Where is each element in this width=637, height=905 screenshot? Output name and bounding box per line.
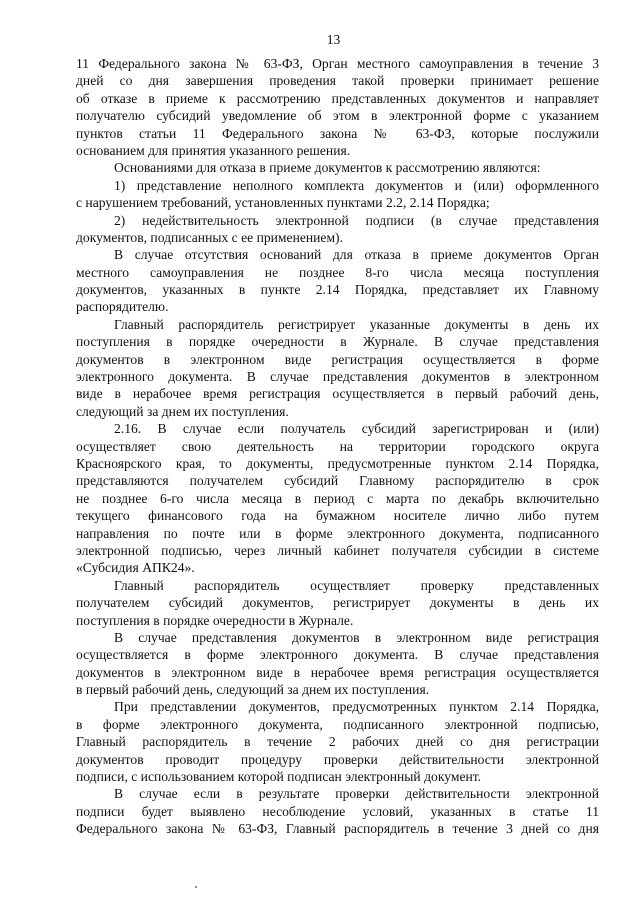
paragraph-line: получателем субсидий документов, регистрирует документы в день их bbox=[76, 595, 599, 611]
paragraph-line: представляются получателем субсидий Главному распорядителю в срок bbox=[76, 473, 599, 489]
paragraph-line: Федерального закона № 63-ФЗ, Главный распорядитель в течение 3 дней со дня bbox=[76, 821, 599, 837]
paragraph-line: При представлении документов, предусмотренных пунктом 2.14 Порядка, bbox=[114, 699, 599, 715]
paragraph-line: 2.16. В случае если получатель субсидий зарегистрирован и (или) bbox=[114, 421, 599, 437]
paragraph-line: подписи будет выявлено несоблюдение условий, указанных в статье 11 bbox=[76, 803, 599, 819]
paragraph-line: 2) недействительность электронной подписи (в случае представления bbox=[114, 212, 599, 228]
paragraph-line: Главный распорядитель регистрирует указанные документы в день их bbox=[114, 316, 599, 332]
paragraph-line: следующий за днем их поступления. bbox=[76, 403, 289, 419]
paragraph-line: поступления в порядке очередности в Журнале. В случае представления bbox=[76, 334, 599, 350]
paragraph-line: Красноярского края, то документы, предусмотренные пунктом 2.14 Порядка, bbox=[76, 455, 599, 471]
paragraph-line: виде в нерабочее время регистрация осуществляется в первый рабочий день, bbox=[76, 386, 599, 402]
paragraph-line: документов, указанных в пункте 2.14 Порядка, представляет их Главному bbox=[76, 282, 599, 298]
document-body bbox=[76, 55, 599, 838]
paragraph-line: получателю субсидий уведомление об этом в электронной форме с указанием bbox=[76, 108, 599, 124]
paragraph-line: распорядителю. bbox=[76, 299, 169, 315]
paragraph-line: документов проводит процедуру проверки действительности электронной bbox=[76, 751, 599, 767]
paragraph-line: документов в электронном виде в нерабочее время регистрация осуществляется bbox=[76, 664, 599, 680]
paragraph-line: местного самоуправления не позднее 8-го числа месяца поступления bbox=[76, 264, 599, 280]
paragraph-line: «Субсидия АПК24». bbox=[76, 560, 195, 576]
paragraph-line: электронного документа. В случае представления документов в электронном bbox=[76, 369, 599, 385]
paragraph-line: поступления в порядке очередности в Журнале. bbox=[76, 612, 354, 628]
paragraph-line: пунктов статьи 11 Федерального закона № 63-ФЗ, которые послужили bbox=[76, 125, 599, 141]
paragraph-line: Главный распорядитель осуществляет проверку представленных bbox=[114, 577, 599, 593]
paragraph-line: В случае если в результате проверки действительности электронной bbox=[114, 786, 599, 802]
paragraph-line: Основаниями для отказа в приеме документов к рассмотрению являются: bbox=[114, 160, 541, 176]
paragraph-line: В случае отсутствия оснований для отказа в приеме документов Орган bbox=[114, 247, 599, 263]
page-number: 13 bbox=[326, 32, 341, 47]
paragraph-line: дней со дня завершения проведения такой проверки принимает решение bbox=[76, 73, 599, 89]
paragraph-line: подписи, с использованием которой подписан электронный документ. bbox=[76, 769, 482, 785]
paragraph-line: В случае представления документов в электронном виде регистрация bbox=[114, 629, 599, 645]
paragraph-line: в первый рабочий день, следующий за днем их поступления. bbox=[76, 682, 430, 698]
paragraph-line: в форме электронного документа, подписанного электронной подписью, bbox=[76, 716, 599, 732]
paragraph-line: об отказе в приеме к рассмотрению представленных документов и направляет bbox=[76, 90, 599, 106]
paragraph-line: осуществляется в форме электронного документа. В случае представления bbox=[76, 647, 599, 663]
paragraph-line: не позднее 6-го числа месяца в период с марта по декабрь включительно bbox=[76, 490, 599, 506]
paragraph-line: осуществляет свою деятельность на территории городского округа bbox=[76, 438, 599, 454]
paragraph-line: документов, подписанных с ее применением). bbox=[76, 229, 343, 245]
paragraph-line: текущего финансового года на бумажном носителе лично либо путем bbox=[76, 508, 599, 524]
paragraph-line: направления по почте или в форме электронного документа, подписанного bbox=[76, 525, 599, 541]
paragraph-line: документов в электронном виде регистрация осуществляется в форме bbox=[76, 351, 599, 367]
paragraph-line: 1) представление неполного комплекта документов и (или) оформленного bbox=[114, 177, 599, 193]
paragraph-line: Главный распорядитель в течение 2 рабочих дней со дня регистрации bbox=[76, 734, 599, 750]
scan-speck bbox=[195, 886, 197, 888]
paragraph-line: электронной подписью, через личный кабинет получателя субсидии в системе bbox=[76, 542, 599, 558]
paragraph-line: основанием для принятия указанного решения. bbox=[76, 142, 351, 158]
paragraph-line: 11 Федерального закона № 63-ФЗ, Орган местного самоуправления в течение 3 bbox=[76, 56, 599, 71]
paragraph-line: с нарушением требований, установленных пунктами 2.2, 2.14 Порядка; bbox=[76, 195, 490, 211]
